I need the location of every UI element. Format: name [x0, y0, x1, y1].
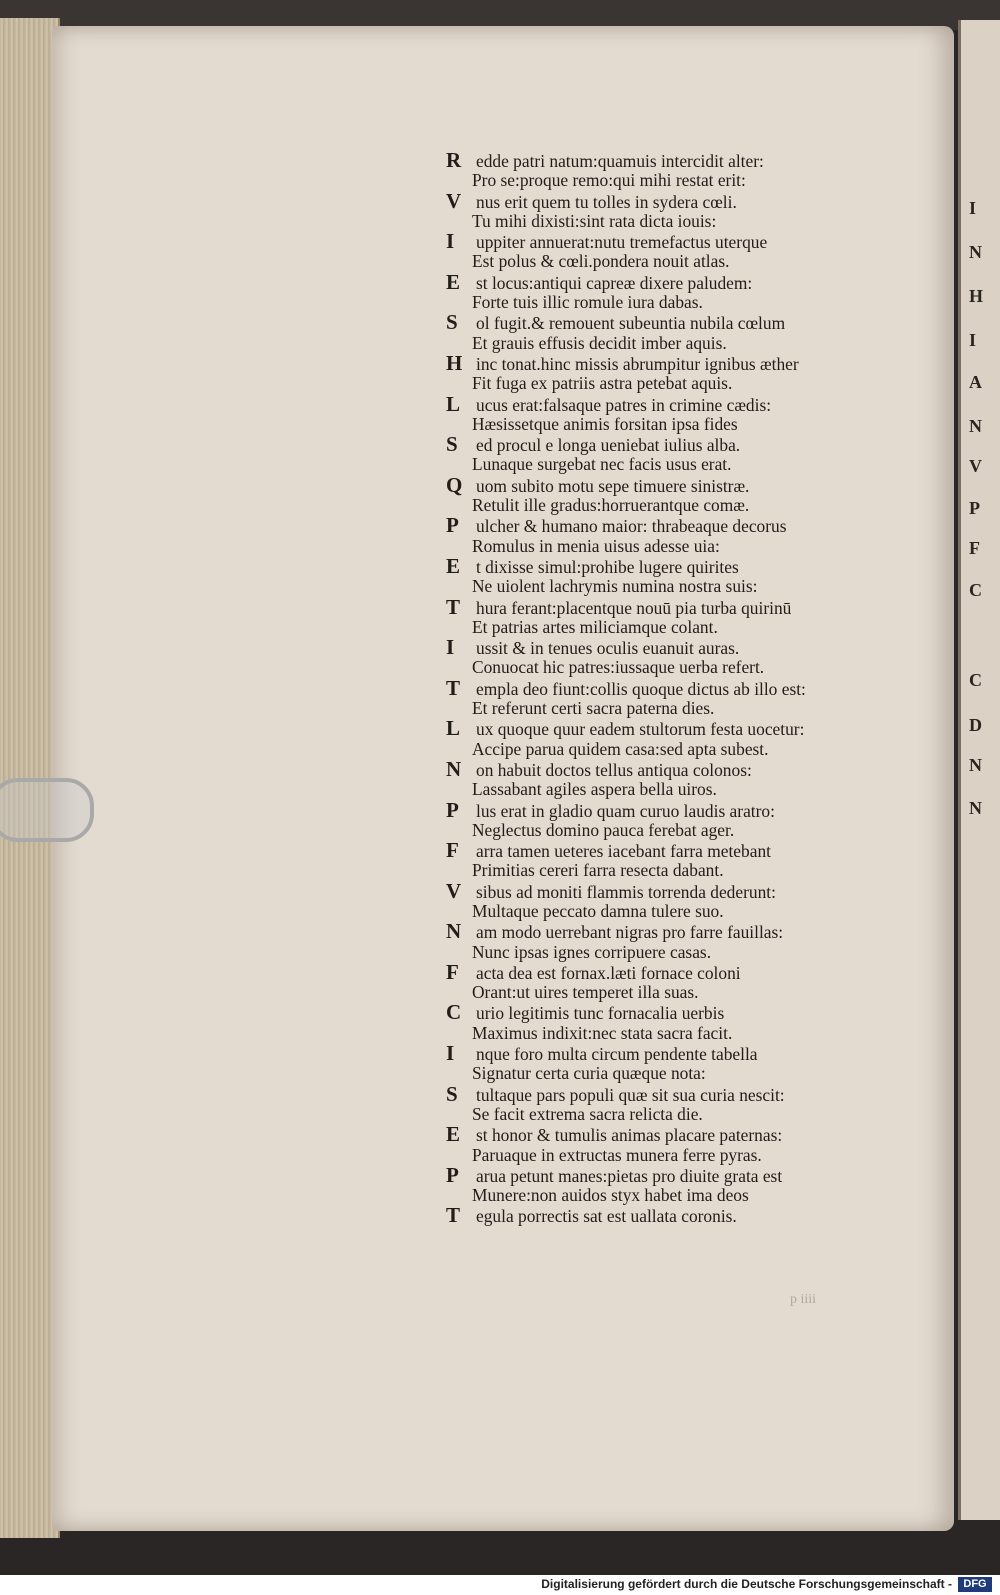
verse-line [440, 292, 880, 312]
verse-line [440, 860, 880, 880]
next-page-initial: P [969, 498, 980, 518]
initial-letter: T [446, 594, 461, 619]
verse-text: Forte tuis illic romule iura dabas. [472, 292, 703, 313]
initial-letter: Q [446, 472, 463, 497]
verse-line [440, 1081, 880, 1106]
verse-text: empla deo fiunt:collis quoque dictus ab illo est: [476, 678, 806, 699]
verse-line [440, 1063, 880, 1083]
verse-line [440, 251, 880, 271]
verse-line [440, 211, 880, 231]
verse-text: Neglectus domino pauca ferebat ager. [472, 819, 735, 840]
verse-text: Conuocat hic patres:iussaque uerba refert. [472, 657, 765, 678]
verse-text: Romulus in menia uisus adesse uia: [472, 535, 720, 556]
initial-letter: I [446, 635, 455, 660]
verse-line [440, 170, 880, 190]
verse-text: Et patrias artes miliciamque colant. [472, 616, 718, 637]
verse-text: ulcher & humano maior: thrabeaque decorus [476, 516, 787, 537]
verse-text: ussit & in tenues oculis euanuit auras. [476, 638, 740, 659]
next-page-initial: C [969, 670, 982, 690]
verse-text: urio legitimis tunc fornacalia uerbis [476, 1003, 725, 1024]
initial-letter: L [446, 391, 461, 416]
dfg-logo: DFG [958, 1577, 992, 1592]
verse-text: Paruaque in extructas munera ferre pyras. [472, 1144, 762, 1165]
verse-text: Munere:non auidos styx habet ima deos [472, 1185, 749, 1206]
initial-letter: F [446, 838, 459, 863]
verse-line [440, 1104, 880, 1124]
verse-line [440, 959, 880, 984]
next-page-initial: I [969, 198, 977, 218]
initial-letter: L [446, 716, 461, 741]
verse-text: t dixisse simul:prohibe lugere quirites [476, 556, 739, 577]
verse-line [440, 536, 880, 556]
verse-text: lus erat in gladio quam curuo laudis aratro: [476, 800, 775, 821]
verse-line [440, 576, 880, 596]
verse-line [440, 391, 880, 416]
next-page-initial: F [969, 538, 980, 558]
verse-line [440, 617, 880, 637]
footer-bar [0, 1575, 1000, 1595]
verse-text: Multaque peccato damna tulere suo. [472, 900, 724, 921]
verse-line [440, 635, 880, 660]
next-page-initial: D [969, 715, 982, 735]
initial-letter: P [446, 513, 459, 538]
verse-text: Et referunt certi sacra paterna dies. [472, 698, 715, 719]
verse-line [440, 1162, 880, 1187]
initial-letter: V [446, 188, 462, 213]
verse-text: Accipe parua quidem casa:sed apta subest. [472, 738, 769, 759]
verse-text: ed procul e longa ueniebat iulius alba. [476, 435, 741, 456]
next-page-initial: N [969, 755, 982, 775]
verse-line [440, 150, 880, 170]
verse-text: Se facit extrema sacra relicta die. [472, 1103, 703, 1124]
verse-line [440, 414, 880, 434]
signature-mark: p iiii [790, 1292, 817, 1307]
verse-line [440, 1000, 880, 1025]
initial-letter: S [446, 1081, 458, 1106]
verse-line [440, 333, 880, 353]
verse-line [440, 1122, 880, 1147]
next-page-initial: H [969, 286, 984, 306]
verse-line [440, 553, 880, 578]
verse-text: arua petunt manes:pietas pro diuite grata est [476, 1165, 783, 1186]
verse-line [440, 942, 880, 962]
verse-text: Tu mihi dixisti:sint rata dicta iouis: [472, 210, 717, 231]
verse-line [440, 838, 880, 863]
verse-text: am modo uerrebant nigras pro farre fauillas: [476, 922, 784, 943]
verse-line [440, 698, 880, 718]
verse-line [440, 919, 880, 944]
initial-letter: C [446, 1000, 462, 1025]
verse-text: uom subito motu sepe timuere sinistræ. [476, 475, 750, 496]
verse-text: egula porrectis sat est uallata coronis. [476, 1206, 737, 1227]
verse-text: Et grauis effusis decidit imber aquis. [472, 332, 727, 353]
verse-line [440, 454, 880, 474]
verse-text: ol fugit.& remouent subeuntia nubila cœlum [476, 313, 786, 334]
verse-text: tultaque pars populi quæ sit sua curia nescit: [476, 1084, 785, 1105]
verse-line [440, 675, 880, 700]
verse-text: Fit fuga ex patriis astra petebat aquis. [472, 373, 733, 394]
verse-line [440, 797, 880, 822]
next-page-initial: N [969, 798, 982, 818]
verse-line [440, 657, 880, 677]
verse-text: st honor & tumulis animas placare paternas: [476, 1125, 783, 1146]
verse-text: Retulit ille gradus:horruerantque comæ. [472, 495, 750, 516]
verse-text: uppiter annuerat:nutu tremefactus uterque [476, 232, 768, 253]
verse-text: Lassabant agiles aspera bella uiros. [472, 779, 717, 800]
verse-text: ucus erat:falsaque patres in crimine cædis: [476, 394, 772, 415]
verse-line [440, 1185, 880, 1205]
verse-line [440, 373, 880, 393]
verse-line [440, 1023, 880, 1043]
verse-text: Lunaque surgebat nec facis usus erat. [472, 454, 732, 475]
verse-text: on habuit doctos tellus antiqua colonos: [476, 759, 752, 780]
verse-text: Orant:ut uires temperet illa suas. [472, 982, 699, 1003]
verse-text: Est polus & cœli.pondera nouit atlas. [472, 251, 730, 272]
initial-letter: F [446, 959, 459, 984]
verse-text: nque foro multa circum pendente tabella [476, 1044, 758, 1065]
verse-line [440, 495, 880, 515]
initial-letter: R [446, 148, 462, 172]
verse-text: sibus ad moniti flammis torrenda dederunt: [476, 881, 776, 902]
next-page-initial: A [969, 372, 982, 392]
paper-clip [0, 778, 94, 842]
verse-line [440, 820, 880, 840]
initial-letter: S [446, 310, 458, 335]
next-page-initial: N [969, 242, 982, 262]
next-page-initial: N [969, 416, 982, 436]
footer-credit: Digitalisierung gefördert durch die Deutsche Forschungsgemeinschaft - [541, 1577, 952, 1591]
verse-line [440, 269, 880, 294]
verse-line [440, 739, 880, 759]
verse-line [440, 756, 880, 781]
verse-text: acta dea est fornax.læti fornace coloni [476, 962, 741, 983]
initial-letter: P [446, 1162, 459, 1187]
verse-line [440, 594, 880, 619]
verse-text: Primitias cereri farra resecta dabant. [472, 860, 724, 881]
verse-text: hura ferant:placentque nouū pia turba quirinū [476, 597, 792, 618]
initial-letter: N [446, 919, 462, 944]
verse-text: edde patri natum:quamuis intercidit alter: [476, 151, 764, 171]
initial-letter: I [446, 1041, 455, 1066]
verse-line [440, 779, 880, 799]
verse-text: Nunc ipsas ignes corripuere casas. [472, 941, 712, 962]
initial-letter: E [446, 269, 461, 294]
verse-text: arra tamen ueteres iacebant farra metebant [476, 841, 771, 862]
initial-letter: N [446, 756, 462, 781]
verse-line [440, 716, 880, 741]
initial-letter: T [446, 1203, 461, 1228]
verse-text: inc tonat.hinc missis abrumpitur ignibus æther [476, 353, 799, 374]
verse-line [440, 1145, 880, 1165]
verse-text: Maximus indixit:nec stata sacra facit. [472, 1022, 733, 1043]
verse-text-block [440, 150, 880, 1226]
initial-letter: S [446, 432, 458, 457]
next-page-initial: V [969, 456, 982, 476]
verse-line [440, 472, 880, 497]
verse-text: Signatur certa curia quæque nota: [472, 1063, 706, 1084]
verse-line [440, 1041, 880, 1066]
next-page-initial: C [969, 580, 982, 600]
initial-letter: E [446, 1122, 461, 1147]
verse-text: nus erit quem tu tolles in sydera cœli. [476, 191, 737, 212]
next-page-initial: I [969, 330, 977, 350]
initial-letter: V [446, 878, 462, 903]
verse-text: st locus:antiqui capreæ dixere paludem: [476, 272, 753, 293]
verse-line [440, 982, 880, 1002]
verse-line [440, 350, 880, 375]
verse-line [440, 229, 880, 254]
verse-line [440, 901, 880, 921]
verse-text: Ne uiolent lachrymis numina nostra suis: [472, 576, 758, 597]
initial-letter: H [446, 350, 463, 375]
verse-line [440, 432, 880, 457]
verse-line [440, 1203, 880, 1228]
verse-line [440, 513, 880, 538]
initial-letter: P [446, 797, 459, 822]
initial-letter: I [446, 229, 455, 254]
initial-letter: T [446, 675, 461, 700]
verse-text: Pro se:proque remo:qui mihi restat erit: [472, 170, 746, 191]
verse-line [440, 188, 880, 213]
verse-line [440, 878, 880, 903]
verse-text: ux quoque quur eadem stultorum festa uocetur: [476, 719, 805, 740]
verse-line [440, 310, 880, 335]
initial-letter: E [446, 553, 461, 578]
verse-text: Hæsissetque animis forsitan ipsa fides [472, 413, 738, 434]
next-page-edge [958, 20, 1000, 1520]
